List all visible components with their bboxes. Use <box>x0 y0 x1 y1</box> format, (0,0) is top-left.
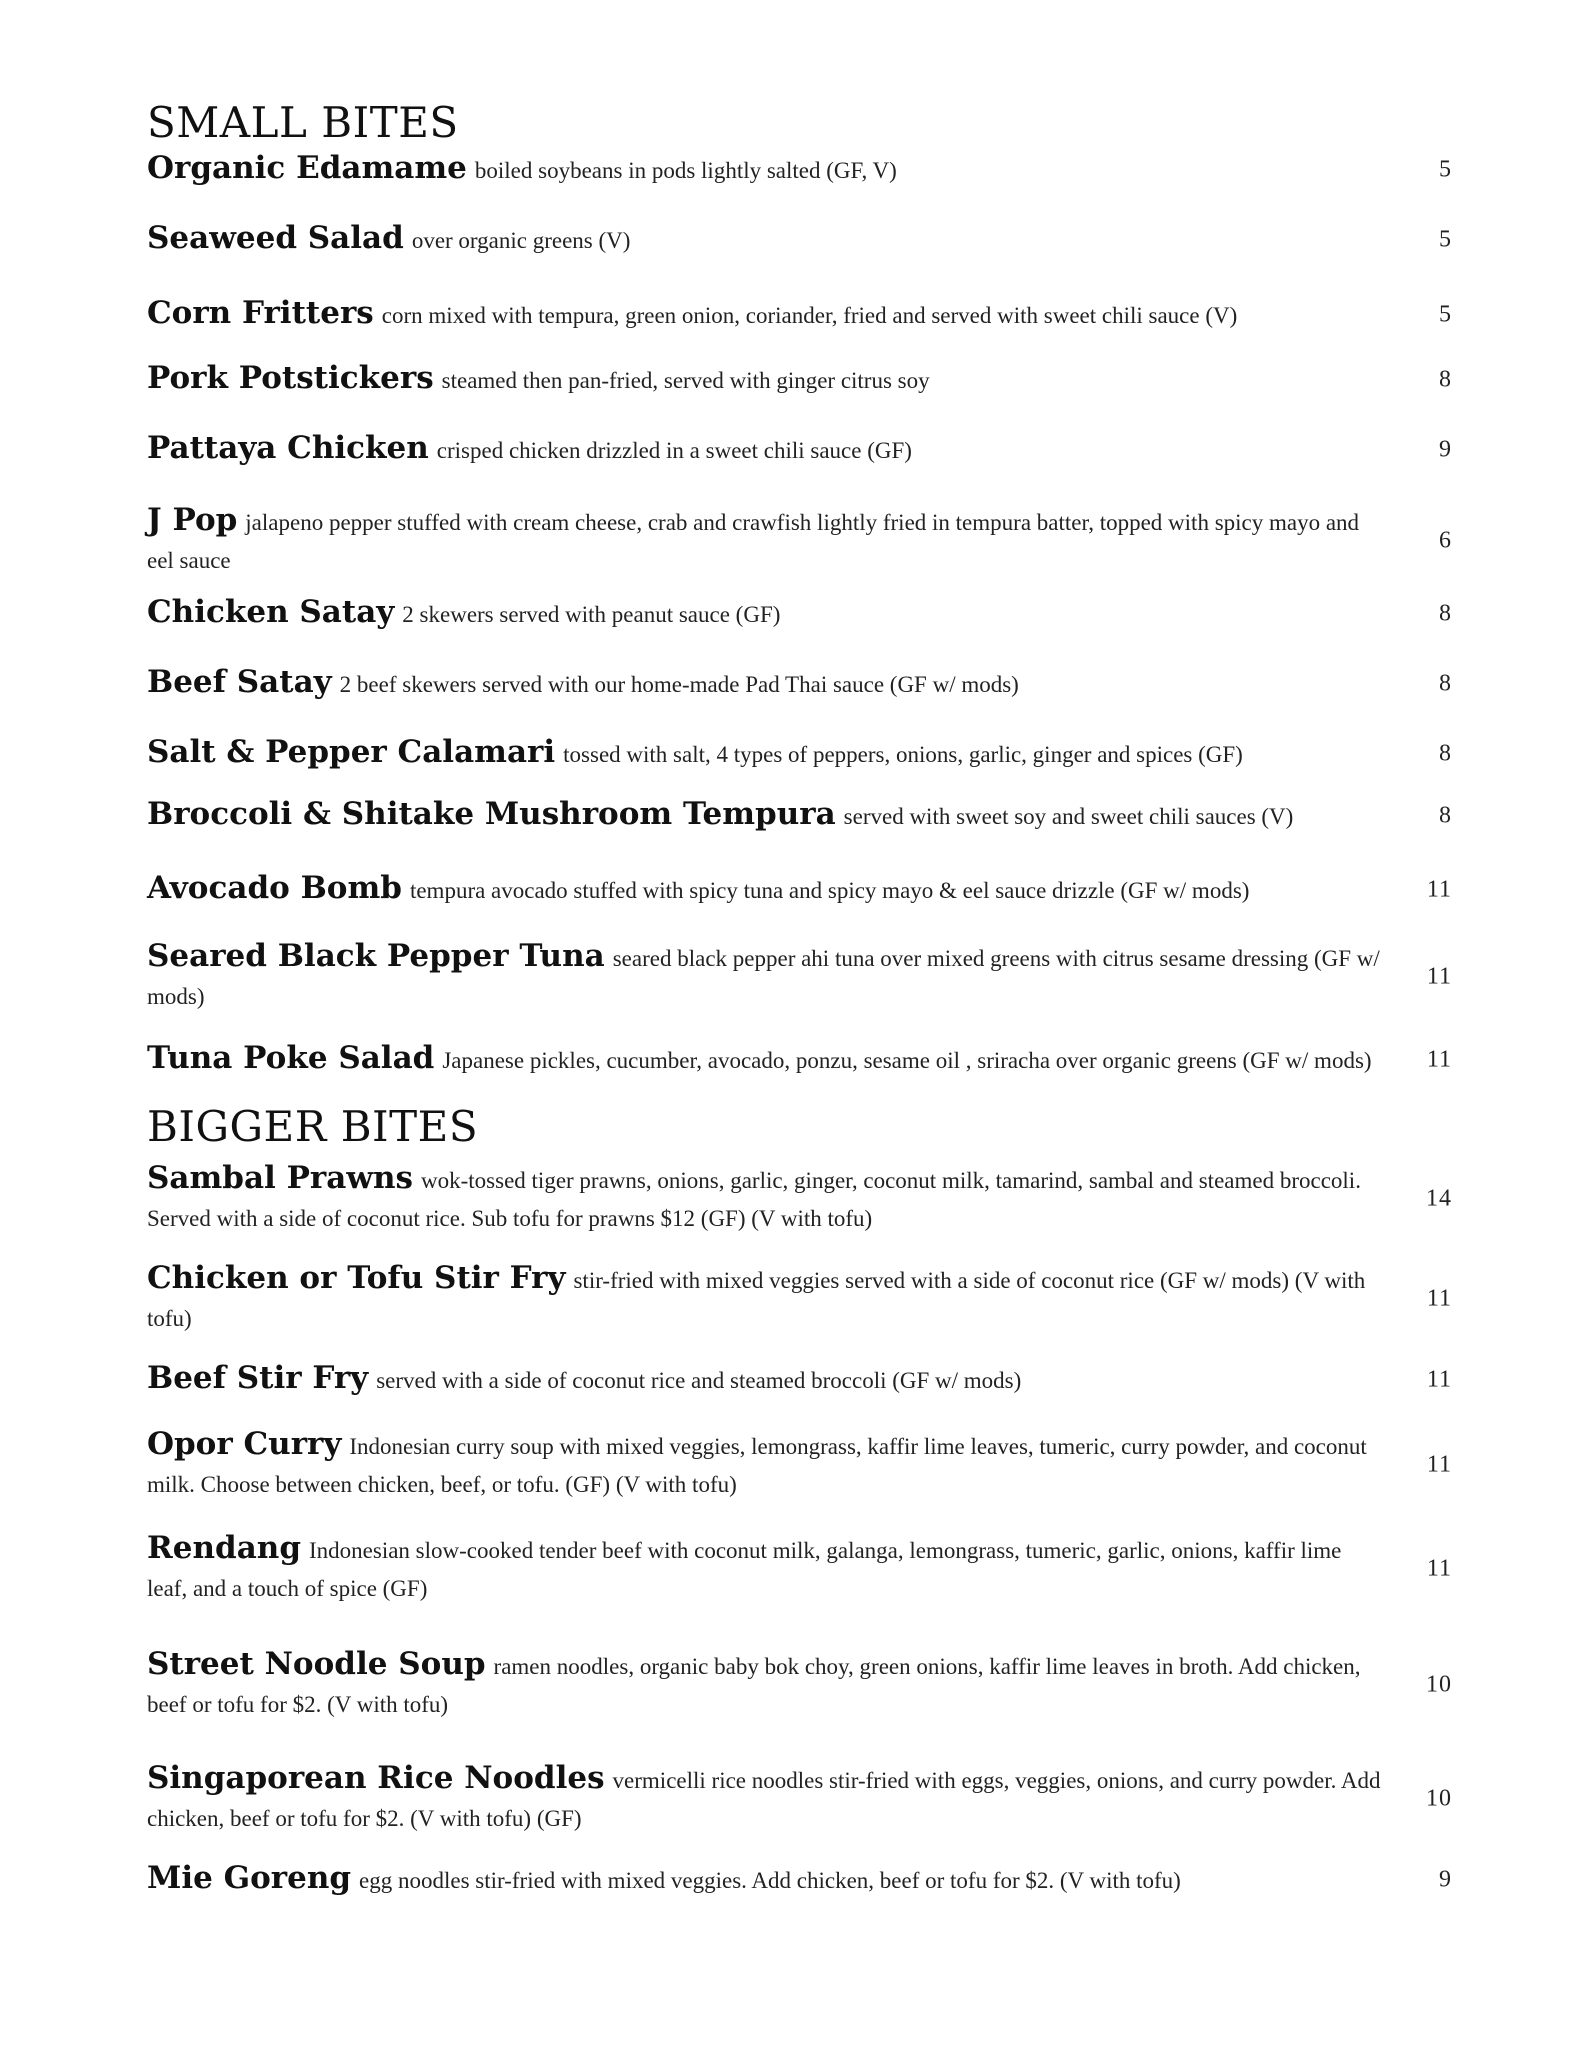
item-description: 2 beef skewers served with our home-made Pad Thai sauce (GF w/ mods) <box>339 672 1019 697</box>
item-name: Seaweed Salad <box>147 220 404 256</box>
item-description: steamed then pan-fried, served with ginger citrus soy <box>441 368 930 393</box>
item-price: 9 <box>1439 436 1452 463</box>
menu-item <box>147 1646 1452 1724</box>
item-name: Chicken Satay <box>147 594 395 630</box>
item-description: Indonesian slow-cooked tender beef with coconut milk, galanga, lemongrass, tumeric, garlic, onions, kaffir lime leaf, and a touch of spice (GF) <box>147 1538 1342 1601</box>
menu-item <box>147 295 1452 335</box>
menu-item <box>147 1760 1452 1838</box>
menu-item <box>147 734 1452 774</box>
item-price: 8 <box>1439 740 1452 767</box>
item-name: Beef Stir Fry <box>147 1360 369 1396</box>
item-name: Rendang <box>147 1530 302 1566</box>
item-name: Corn Fritters <box>147 295 374 331</box>
item-description: corn mixed with tempura, green onion, coriander, fried and served with sweet chili sauce (V) <box>381 303 1238 328</box>
item-description: over organic greens (V) <box>411 228 631 253</box>
menu-item <box>147 1426 1452 1504</box>
item-name: J Pop <box>147 502 238 538</box>
item-description: tossed with salt, 4 types of peppers, onions, garlic, ginger and spices (GF) <box>563 742 1243 767</box>
menu-item <box>147 938 1452 1016</box>
item-description: jalapeno pepper stuffed with cream cheese, crab and crawfish lightly fried in tempura batter, topped with spicy mayo and eel sauce <box>147 510 1360 573</box>
item-price: 11 <box>1426 963 1452 990</box>
item-description: Indonesian curry soup with mixed veggies, lemongrass, kaffir lime leaves, tumeric, curry powder, and coconut milk. Choose between chicken, beef, or tofu. (GF) (V with tofu) <box>147 1434 1367 1497</box>
item-name: Salt & Pepper Calamari <box>147 734 556 770</box>
item-name: Tuna Poke Salad <box>147 1040 435 1076</box>
item-price: 11 <box>1426 1285 1452 1312</box>
menu-item <box>147 1360 1452 1400</box>
item-price: 6 <box>1439 527 1452 554</box>
section-title: SMALL BITES <box>147 98 459 147</box>
item-name: Singaporean Rice Noodles <box>147 1760 605 1796</box>
menu-item <box>147 1530 1452 1608</box>
item-description: wok-tossed tiger prawns, onions, garlic, ginger, coconut milk, tamarind, sambal and steamed broccoli. Served with a side of coconut rice. Sub tofu for prawns $12 (GF) (V with tofu) <box>147 1168 1361 1231</box>
item-name: Avocado Bomb <box>147 870 402 906</box>
menu-item <box>147 1160 1452 1238</box>
item-price: 8 <box>1439 366 1452 393</box>
item-price: 11 <box>1426 1366 1452 1393</box>
menu-item <box>147 594 1452 634</box>
menu-item <box>147 430 1452 470</box>
item-name: Street Noodle Soup <box>147 1646 486 1682</box>
menu-item <box>147 870 1452 910</box>
item-price: 9 <box>1439 1866 1452 1893</box>
item-name: Pork Potstickers <box>147 360 434 396</box>
item-description: tempura avocado stuffed with spicy tuna and spicy mayo & eel sauce drizzle (GF w/ mods) <box>409 878 1250 903</box>
item-description: boiled soybeans in pods lightly salted (GF, V) <box>474 158 897 183</box>
item-price: 8 <box>1439 802 1452 829</box>
section-small-bites <box>147 98 1452 1080</box>
item-description: egg noodles stir-fried with mixed veggies. Add chicken, beef or tofu for $2. (V with tofu) <box>359 1868 1181 1893</box>
item-description: served with sweet soy and sweet chili sauces (V) <box>843 804 1294 829</box>
menu-item <box>147 502 1452 580</box>
item-price: 5 <box>1439 301 1452 328</box>
item-price: 5 <box>1439 226 1452 253</box>
section-bigger-bites <box>147 1102 1452 1900</box>
menu-item <box>147 1860 1452 1900</box>
item-description: Japanese pickles, cucumber, avocado, ponzu, sesame oil , sriracha over organic greens (GF w/ mods) <box>442 1048 1372 1073</box>
menu-item <box>147 220 1452 260</box>
item-description: ramen noodles, organic baby bok choy, green onions, kaffir lime leaves in broth. Add chicken, beef or tofu for $2. (V with tofu) <box>147 1654 1361 1717</box>
item-description: 2 skewers served with peanut sauce (GF) <box>402 602 781 627</box>
item-price: 14 <box>1426 1185 1452 1212</box>
item-name: Broccoli & Shitake Mushroom Tempura <box>147 796 836 832</box>
item-price: 8 <box>1439 600 1452 627</box>
item-description: crisped chicken drizzled in a sweet chili sauce (GF) <box>436 438 912 463</box>
item-name: Pattaya Chicken <box>147 430 429 466</box>
item-price: 10 <box>1426 1785 1452 1812</box>
menu-item <box>147 1040 1452 1080</box>
item-description: served with a side of coconut rice and steamed broccoli (GF w/ mods) <box>376 1368 1022 1393</box>
item-name: Organic Edamame <box>147 150 467 186</box>
item-description: seared black pepper ahi tuna over mixed greens with citrus sesame dressing (GF w/ mods) <box>147 946 1380 1009</box>
item-price: 5 <box>1439 156 1452 183</box>
item-price: 11 <box>1426 1555 1452 1582</box>
item-price: 11 <box>1426 1451 1452 1478</box>
item-name: Opor Curry <box>147 1426 342 1462</box>
item-name: Mie Goreng <box>147 1860 352 1896</box>
section-title: BIGGER BITES <box>147 1102 479 1151</box>
item-price: 11 <box>1426 1046 1452 1073</box>
menu <box>147 98 1452 1900</box>
menu-item <box>147 796 1452 836</box>
item-name: Seared Black Pepper Tuna <box>147 938 605 974</box>
menu-item <box>147 1260 1452 1338</box>
item-name: Sambal Prawns <box>147 1160 414 1196</box>
item-name: Beef Satay <box>147 664 332 700</box>
menu-item <box>147 360 1452 400</box>
item-price: 11 <box>1426 876 1452 903</box>
item-price: 8 <box>1439 670 1452 697</box>
item-price: 10 <box>1426 1671 1452 1698</box>
menu-item <box>147 664 1452 704</box>
menu-item <box>147 150 1452 190</box>
item-description: vermicelli rice noodles stir-fried with eggs, veggies, onions, and curry powder. Add chicken, beef or tofu for $2. (V with tofu) (GF) <box>147 1768 1381 1831</box>
item-name: Chicken or Tofu Stir Fry <box>147 1260 566 1296</box>
item-description: stir-fried with mixed veggies served with a side of coconut rice (GF w/ mods) (V with tofu) <box>147 1268 1366 1331</box>
